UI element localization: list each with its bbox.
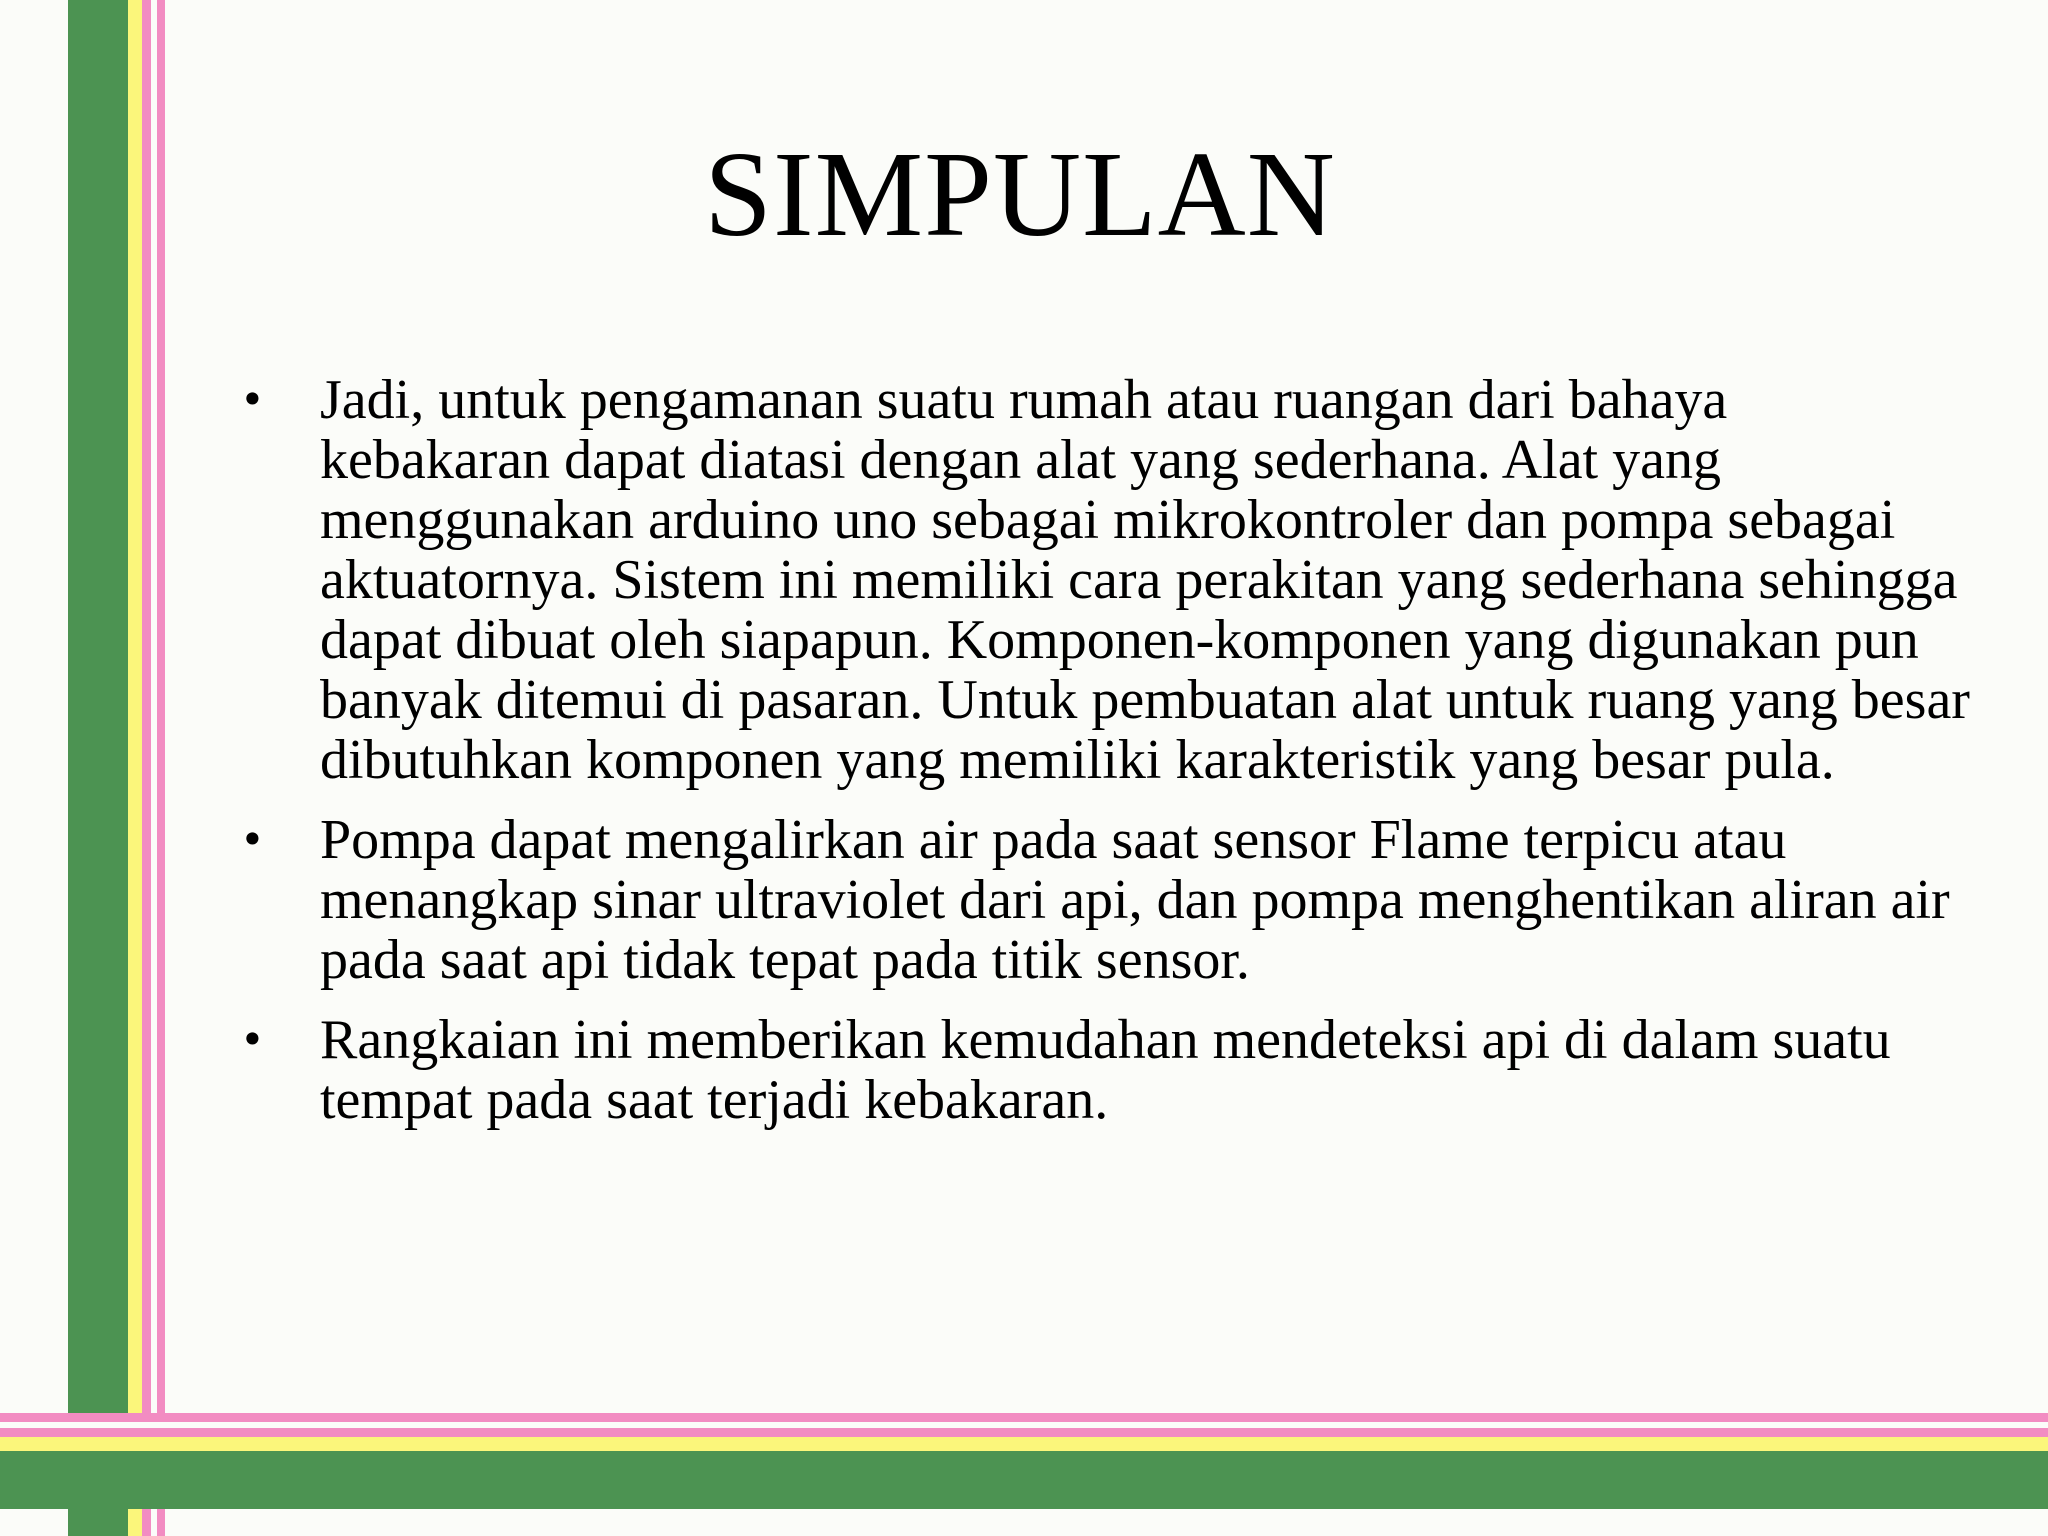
border-vertical-yellow (128, 0, 142, 1536)
bullet-icon: • (240, 1015, 265, 1064)
bullet-text: Jadi, untuk pengamanan suatu rumah atau ruangan dari bahaya kebakaran dapat diatasi dengan alat yang sederhana. Alat yang menggunakan arduino uno sebagai mikrokontroler dan pompa sebagai aktuatornya. Sistem ini memiliki cara perakitan yang sederhana sehingga dapat dibuat oleh siapapun. Komponen-komponen yang digunakan pun banyak ditemui di pasaran. Untuk pembuatan alat untuk ruang yang besar dibutuhkan komponen yang memiliki karakteristik yang besar pula. (320, 369, 1970, 791)
border-horizontal-yellow (0, 1437, 2048, 1451)
border-horizontal-green (0, 1451, 2048, 1509)
bullet-list (240, 370, 1970, 1150)
border-horizontal-gap (0, 1422, 2048, 1428)
border-vertical-pink (142, 0, 151, 1536)
bullet-icon: • (240, 815, 265, 864)
bullet-item (240, 370, 1970, 790)
bullet-text: Pompa dapat mengalirkan air pada saat sensor Flame terpicu atau menangkap sinar ultraviolet dari api, dan pompa menghentikan aliran air pada saat api tidak tepat pada titik sensor. (320, 809, 1950, 991)
border-vertical-green (68, 0, 128, 1536)
border-horizontal-pink (0, 1413, 2048, 1422)
border-vertical-gap (151, 0, 157, 1536)
bullet-icon: • (240, 375, 265, 424)
bullet-item (240, 810, 1970, 990)
border-horizontal-pink (0, 1428, 2048, 1437)
slide-title: SIMPULAN (704, 127, 1336, 262)
bullet-text: Rangkaian ini memberikan kemudahan mendeteksi api di dalam suatu tempat pada saat terjadi kebakaran. (320, 1009, 1891, 1131)
bullet-item (240, 1010, 1970, 1130)
